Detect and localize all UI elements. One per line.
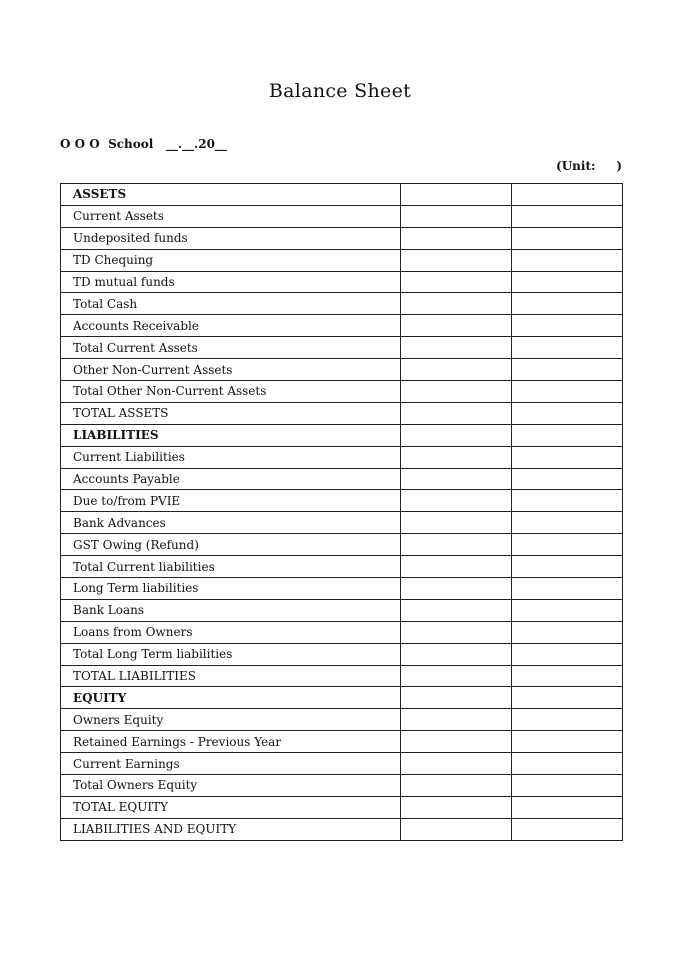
amount-cell-current[interactable] — [401, 271, 512, 293]
table-row — [61, 643, 623, 665]
amount-cell-current[interactable] — [401, 315, 512, 337]
amount-cell-current[interactable] — [401, 753, 512, 775]
amount-cell-previous[interactable] — [512, 643, 623, 665]
amount-cell-previous[interactable] — [512, 512, 623, 534]
amount-cell-current[interactable] — [401, 424, 512, 446]
amount-cell-current[interactable] — [401, 709, 512, 731]
row-label: Retained Earnings - Previous Year — [61, 731, 401, 753]
table-row — [61, 227, 623, 249]
amount-cell-previous[interactable] — [512, 271, 623, 293]
amount-cell-current[interactable] — [401, 359, 512, 381]
table-row — [61, 184, 623, 206]
amount-cell-current[interactable] — [401, 205, 512, 227]
table-row — [61, 359, 623, 381]
table-row — [61, 818, 623, 840]
row-label: TD mutual funds — [61, 271, 401, 293]
amount-cell-current[interactable] — [401, 687, 512, 709]
row-label: Total Current Assets — [61, 337, 401, 359]
school-date-line: O O O School __.__.20__ — [60, 137, 227, 151]
amount-cell-previous[interactable] — [512, 665, 623, 687]
amount-cell-current[interactable] — [401, 796, 512, 818]
balance-sheet-body — [61, 184, 623, 841]
amount-cell-current[interactable] — [401, 512, 512, 534]
amount-cell-current[interactable] — [401, 249, 512, 271]
amount-cell-current[interactable] — [401, 818, 512, 840]
row-label: Loans from Owners — [61, 621, 401, 643]
table-row — [61, 621, 623, 643]
table-row — [61, 775, 623, 797]
amount-cell-previous[interactable] — [512, 205, 623, 227]
amount-cell-previous[interactable] — [512, 402, 623, 424]
amount-cell-current[interactable] — [401, 599, 512, 621]
amount-cell-previous[interactable] — [512, 818, 623, 840]
amount-cell-current[interactable] — [401, 402, 512, 424]
amount-cell-current[interactable] — [401, 184, 512, 206]
row-label: Long Term liabilities — [61, 578, 401, 600]
amount-cell-current[interactable] — [401, 293, 512, 315]
unit-label: (Unit: ) — [556, 159, 622, 173]
table-row — [61, 424, 623, 446]
amount-cell-previous[interactable] — [512, 796, 623, 818]
table-row — [61, 446, 623, 468]
amount-cell-previous[interactable] — [512, 687, 623, 709]
row-label: Current Liabilities — [61, 446, 401, 468]
amount-cell-current[interactable] — [401, 337, 512, 359]
amount-cell-previous[interactable] — [512, 424, 623, 446]
table-row — [61, 796, 623, 818]
table-row — [61, 578, 623, 600]
row-label: Total Other Non-Current Assets — [61, 381, 401, 403]
amount-cell-current[interactable] — [401, 227, 512, 249]
amount-cell-previous[interactable] — [512, 599, 623, 621]
amount-cell-previous[interactable] — [512, 468, 623, 490]
amount-cell-current[interactable] — [401, 468, 512, 490]
amount-cell-previous[interactable] — [512, 731, 623, 753]
section-heading: LIABILITIES — [61, 424, 401, 446]
row-label: Bank Advances — [61, 512, 401, 534]
amount-cell-previous[interactable] — [512, 249, 623, 271]
amount-cell-previous[interactable] — [512, 227, 623, 249]
row-label: Owners Equity — [61, 709, 401, 731]
table-row — [61, 468, 623, 490]
row-label: Total Current liabilities — [61, 556, 401, 578]
row-label: Current Earnings — [61, 753, 401, 775]
amount-cell-previous[interactable] — [512, 184, 623, 206]
amount-cell-current[interactable] — [401, 731, 512, 753]
amount-cell-previous[interactable] — [512, 293, 623, 315]
row-label: Due to/from PVIE — [61, 490, 401, 512]
amount-cell-previous[interactable] — [512, 359, 623, 381]
row-label: Total Cash — [61, 293, 401, 315]
table-row — [61, 731, 623, 753]
table-row — [61, 709, 623, 731]
row-label: Total Owners Equity — [61, 775, 401, 797]
section-heading: EQUITY — [61, 687, 401, 709]
amount-cell-previous[interactable] — [512, 621, 623, 643]
page-title: Balance Sheet — [268, 80, 412, 102]
table-row — [61, 687, 623, 709]
table-row — [61, 271, 623, 293]
row-label: TOTAL ASSETS — [61, 402, 401, 424]
table-row — [61, 205, 623, 227]
table-row — [61, 665, 623, 687]
row-label: TOTAL EQUITY — [61, 796, 401, 818]
row-label: Undeposited funds — [61, 227, 401, 249]
amount-cell-previous[interactable] — [512, 534, 623, 556]
table-row — [61, 315, 623, 337]
row-label: Total Long Term liabilities — [61, 643, 401, 665]
amount-cell-current[interactable] — [401, 381, 512, 403]
amount-cell-previous[interactable] — [512, 709, 623, 731]
amount-cell-current[interactable] — [401, 665, 512, 687]
balance-sheet-table — [60, 183, 623, 841]
table-row — [61, 249, 623, 271]
amount-cell-current[interactable] — [401, 534, 512, 556]
row-label: LIABILITIES AND EQUITY — [61, 818, 401, 840]
amount-cell-previous[interactable] — [512, 381, 623, 403]
table-row — [61, 490, 623, 512]
table-row — [61, 293, 623, 315]
amount-cell-current[interactable] — [401, 490, 512, 512]
section-heading: ASSETS — [61, 184, 401, 206]
amount-cell-current[interactable] — [401, 446, 512, 468]
amount-cell-current[interactable] — [401, 643, 512, 665]
amount-cell-current[interactable] — [401, 775, 512, 797]
row-label: Bank Loans — [61, 599, 401, 621]
table-row — [61, 337, 623, 359]
amount-cell-previous[interactable] — [512, 578, 623, 600]
row-label: TOTAL LIABILITIES — [61, 665, 401, 687]
amount-cell-current[interactable] — [401, 578, 512, 600]
table-row — [61, 599, 623, 621]
amount-cell-previous[interactable] — [512, 315, 623, 337]
row-label: Accounts Receivable — [61, 315, 401, 337]
row-label: Current Assets — [61, 205, 401, 227]
amount-cell-previous[interactable] — [512, 556, 623, 578]
amount-cell-previous[interactable] — [512, 490, 623, 512]
table-row — [61, 534, 623, 556]
row-label: Accounts Payable — [61, 468, 401, 490]
amount-cell-current[interactable] — [401, 621, 512, 643]
row-label: GST Owing (Refund) — [61, 534, 401, 556]
table-row — [61, 402, 623, 424]
table-row — [61, 556, 623, 578]
amount-cell-previous[interactable] — [512, 753, 623, 775]
row-label: TD Chequing — [61, 249, 401, 271]
table-row — [61, 381, 623, 403]
amount-cell-current[interactable] — [401, 556, 512, 578]
table-row — [61, 512, 623, 534]
amount-cell-previous[interactable] — [512, 446, 623, 468]
table-row — [61, 753, 623, 775]
row-label: Other Non-Current Assets — [61, 359, 401, 381]
amount-cell-previous[interactable] — [512, 775, 623, 797]
amount-cell-previous[interactable] — [512, 337, 623, 359]
